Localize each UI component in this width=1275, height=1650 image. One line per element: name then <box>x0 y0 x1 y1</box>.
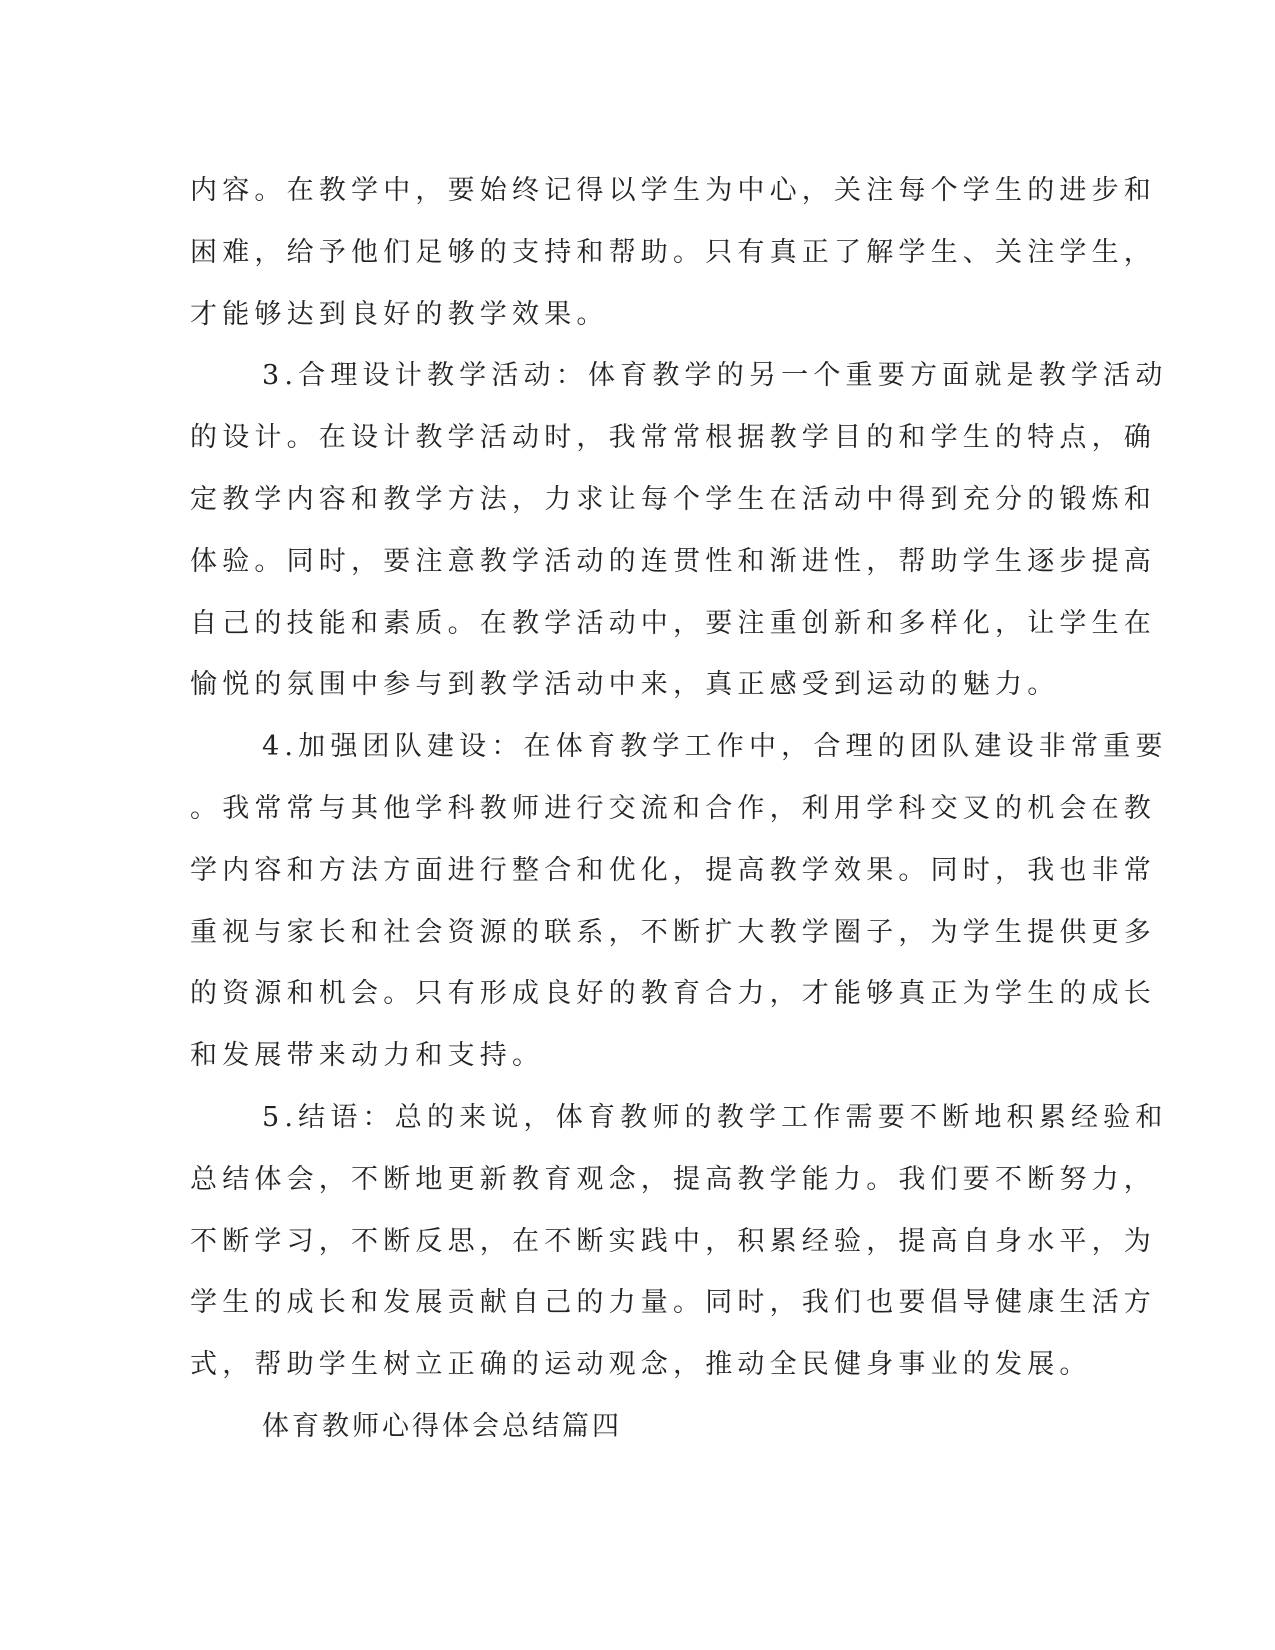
text-line: 体验。同时，要注意教学活动的连贯性和渐进性，帮助学生逐步提高 <box>190 545 1156 577</box>
paragraph-1 <box>190 160 1156 345</box>
text-line: 。我常常与其他学科教师进行交流和合作，利用学科交叉的机会在教 <box>190 792 1156 824</box>
text-line: 愉悦的氛围中参与到教学活动中来，真正感受到运动的魅力。 <box>190 669 1060 701</box>
text-line: 和发展带来动力和支持。 <box>190 1040 545 1072</box>
document-body <box>190 160 1168 1458</box>
text-line: 5.结语：总的来说，体育教师的教学工作需要不断地积累经验和 <box>262 1101 1168 1133</box>
text-line: 3.合理设计教学活动：体育教学的另一个重要方面就是教学活动 <box>262 360 1168 392</box>
text-line: 的资源和机会。只有形成良好的教育合力，才能够真正为学生的成长 <box>190 978 1156 1010</box>
text-line: 不断学习，不断反思，在不断实践中，积累经验，提高自身水平，为 <box>190 1225 1156 1257</box>
text-line: 的设计。在设计教学活动时，我常常根据教学目的和学生的特点，确 <box>190 422 1156 454</box>
text-line: 学生的成长和发展贡献自己的力量。同时，我们也要倡导健康生活方 <box>190 1287 1156 1319</box>
paragraph-2 <box>190 345 1168 716</box>
text-line: 困难，给予他们足够的支持和帮助。只有真正了解学生、关注学生， <box>190 236 1156 268</box>
section-heading: 体育教师心得体会总结篇四 <box>262 1410 622 1442</box>
text-line: 总结体会，不断地更新教育观念，提高教学能力。我们要不断努力， <box>190 1163 1156 1195</box>
text-line: 重视与家长和社会资源的联系，不断扩大教学圈子，为学生提供更多 <box>190 916 1156 948</box>
text-line: 自己的技能和素质。在教学活动中，要注重创新和多样化，让学生在 <box>190 607 1156 639</box>
text-line: 4.加强团队建设：在体育教学工作中，合理的团队建设非常重要 <box>262 731 1168 763</box>
text-line: 内容。在教学中，要始终记得以学生为中心，关注每个学生的进步和 <box>190 175 1156 206</box>
paragraph-3 <box>190 716 1168 1087</box>
text-line: 定教学内容和教学方法，力求让每个学生在活动中得到充分的锻炼和 <box>190 483 1156 515</box>
text-line: 式，帮助学生树立正确的运动观念，推动全民健身事业的发展。 <box>190 1349 1092 1381</box>
paragraph-4 <box>190 1087 1168 1396</box>
text-line: 学内容和方法方面进行整合和优化，提高教学效果。同时，我也非常 <box>190 854 1156 886</box>
text-line: 才能够达到良好的教学效果。 <box>190 298 609 330</box>
